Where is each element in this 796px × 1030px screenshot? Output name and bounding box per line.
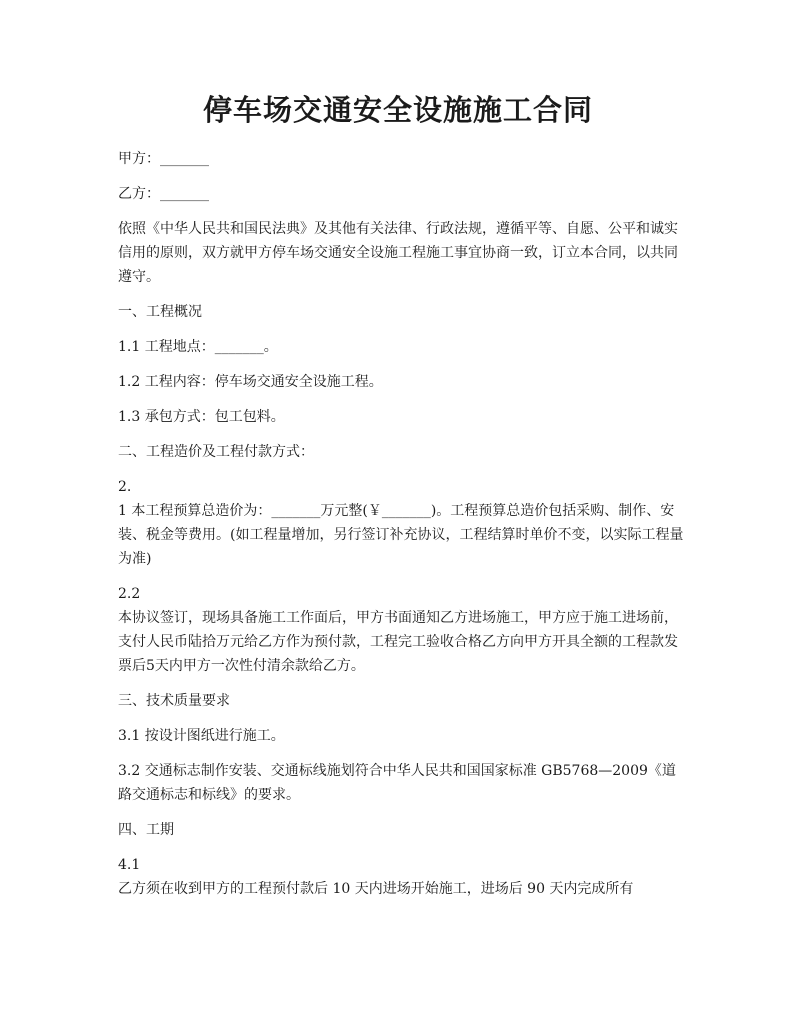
party-b-line: 乙方：_______ [118,186,209,202]
document-body [118,147,688,912]
party-a-line: 甲方：_______ [118,151,209,167]
section-heading-4: 四、工期 [118,822,174,838]
clause-2-number: 2. [118,479,132,495]
section-heading-1: 一、工程概况 [118,304,202,320]
clause-1-3: 1.3 承包方式：包工包料。 [118,409,285,425]
section-heading-2: 二、工程造价及工程付款方式： [118,444,314,460]
clause-3-2: 3.2 交通标志制作安装、交通标线施划符合中华人民共和国国家标准 GB5768—2009《道路交通标志和标线》的要求。 [118,763,676,803]
clause-2-2-number: 2.2 [118,586,141,602]
clause-3-1: 3.1 按设计图纸进行施工。 [118,728,285,744]
clause-1-2: 1.2 工程内容：停车场交通安全设施工程。 [118,374,383,390]
document-title: 停车场交通安全设施施工合同 [202,93,593,127]
clause-2-2-text: 本协议签订，现场具备施工工作面后，甲方书面通知乙方进场施工，甲方应于施工进场前，支付人民币陆拾万元给乙方作为预付款，工程完工验收合格乙方向甲方开具全额的工程款发票后5天内甲方一次性付清余款给乙方。 [118,610,678,674]
clause-4-1-text: 乙方须在收到甲方的工程预付款后 10 天内进场开始施工，进场后 90 天内完成所有 [118,881,634,897]
clause-2-1-text: 1 本工程预算总造价为：_______万元整(￥_______)。工程预算总造价包括采购、制作、安装、税金等费用。(如工程量增加，另行签订补充协议，工程结算时单价不变，以实际工程量为准) [118,503,684,567]
section-heading-3: 三、技术质量要求 [118,693,230,709]
preamble-paragraph: 依照《中华人民共和国民法典》及其他有关法律、行政法规，遵循平等、自愿、公平和诚实信用的原则，双方就甲方停车场交通安全设施工程施工事宜协商一致，订立本合同，以共同遵守。 [118,221,678,285]
clause-4-1-number: 4.1 [118,857,141,873]
clause-1-1: 1.1 工程地点：_______。 [118,339,278,355]
